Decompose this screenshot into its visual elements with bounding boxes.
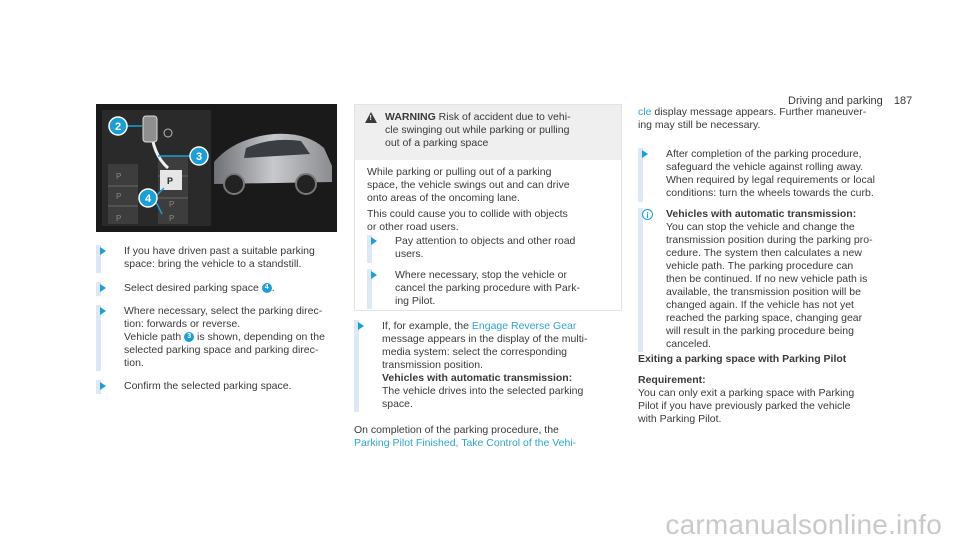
line: transmission position. [382, 359, 483, 371]
line: ing may still be necessary. [638, 119, 761, 131]
warning-step-stop [367, 269, 613, 309]
line: available, the transmission position will be [666, 286, 861, 298]
line: tion: forwards or reverse. [124, 318, 241, 330]
step-arrow-icon [642, 150, 648, 158]
step-arrow-icon [100, 284, 106, 292]
line: If, for example, the [382, 320, 472, 332]
section-title: Driving and parking [788, 95, 883, 107]
line: Pilot if you have previously parked the vehicle [638, 400, 851, 412]
line: Where necessary, select the parking direc- [124, 305, 323, 317]
step-text [382, 320, 630, 411]
line: with Parking Pilot. [638, 413, 722, 425]
line: The vehicle drives into the selected parking [382, 385, 584, 397]
warning-step-attention [367, 235, 613, 263]
completion-paragraph [354, 424, 624, 450]
warning-triangle-icon: ! [365, 112, 377, 123]
line: When required by legal requirements or local [666, 174, 875, 186]
warning-title: WARNING [385, 111, 436, 123]
slot-label: P [116, 214, 122, 223]
line: On completion of the parking procedure, the [354, 424, 559, 436]
line: is shown, depending on the [194, 331, 325, 343]
line: message appears in the display of the multi- [382, 333, 588, 345]
warning-para-1 [367, 166, 611, 205]
line: then be continued. If no new vehicle path is [666, 273, 868, 285]
line: out of a parking space [385, 137, 489, 149]
warning-header [355, 105, 621, 160]
line: onto areas of the oncoming lane. [367, 192, 520, 204]
info-text [666, 208, 932, 351]
line: cancel the parking procedure with Park- [395, 282, 581, 294]
parking-display-figure [96, 104, 337, 232]
line: users. [395, 248, 424, 260]
line: You can stop the vehicle and change the [666, 221, 855, 233]
line: canceled. [666, 338, 711, 350]
line: After completion of the parking procedure, [666, 148, 862, 160]
line: safeguard the vehicle against rolling away. [666, 161, 864, 173]
slot-label-selected: P [167, 176, 174, 186]
line: cle swinging out while parking or pulling [385, 124, 570, 136]
step-arrow-icon [371, 237, 377, 245]
callout-2-label: 2 [114, 121, 122, 133]
line: transmission position during the parking pro- [666, 234, 873, 246]
callout-3-label: 3 [195, 151, 203, 163]
step-text: If you have driven past a suitable parking space: bring the vehicle to a standstill. [124, 245, 315, 270]
requirement-block [638, 374, 918, 426]
step-arrow-icon [358, 322, 364, 330]
step-confirm-space [96, 380, 342, 394]
step-arrow-icon [371, 271, 377, 279]
line: tion. [124, 357, 144, 369]
line: selected parking space and parking direc- [124, 344, 319, 356]
line: Vehicle path [124, 331, 185, 343]
line: media system: select the corresponding [382, 346, 568, 358]
step-text: Select desired parking space 4 . [124, 282, 275, 294]
callout-ref-3: 3 [184, 332, 194, 342]
section-heading-exiting: Exiting a parking space with Parking Pilot [638, 353, 847, 365]
step-engage-reverse [354, 320, 630, 412]
warning-para-2 [367, 208, 611, 234]
line: Pay attention to objects and other road [395, 235, 576, 247]
step-stop-vehicle [96, 245, 342, 273]
step-arrow-icon [100, 307, 106, 315]
line: vehicle path. The parking procedure can [666, 260, 854, 272]
line: changed again. If the vehicle has not yet [666, 299, 854, 311]
line: space, the vehicle swings out and can drive [367, 179, 570, 191]
line: This could cause you to collide with objects [367, 208, 568, 220]
step-arrow-icon [100, 382, 106, 390]
line: or other road users. [367, 221, 459, 233]
step-text-a: Select desired parking space [124, 282, 262, 294]
line: display message appears. Further maneuver- [651, 106, 867, 118]
line: While parking or pulling out of a parking [367, 166, 552, 178]
step-text [395, 269, 613, 308]
requirement-label: Requirement: [638, 374, 706, 386]
step-text [124, 305, 342, 370]
warning-box [354, 104, 622, 311]
callout-4-label: 4 [144, 193, 152, 205]
continuation-paragraph [638, 106, 908, 132]
slot-label: P [116, 172, 122, 181]
info-icon: i [642, 209, 653, 220]
step-text [395, 235, 613, 261]
display-message-finished: Parking Pilot Finished, Take Control of the Vehi- [354, 437, 577, 449]
warning-body [355, 160, 621, 234]
step-select-direction [96, 305, 342, 371]
display-message-engage-reverse: Engage Reverse Gear [471, 320, 577, 332]
line: Where necessary, stop the vehicle or [395, 269, 567, 281]
line: space. [382, 398, 413, 410]
line: cedure. The system then calculates a new [666, 247, 862, 259]
display-message-finished-cont: cle [638, 106, 652, 118]
parking-display-illustration [96, 104, 337, 232]
step-text [666, 148, 922, 200]
step-select-space [96, 282, 342, 296]
slot-label: P [169, 200, 175, 209]
step-text: Confirm the selected parking space. [124, 380, 292, 392]
step-safeguard-vehicle [638, 148, 922, 202]
info-note [638, 208, 932, 352]
watermark: carmanualsonline.info [665, 509, 942, 540]
step-arrow-icon [100, 247, 106, 255]
line: reached the parking space, changing gear [666, 312, 863, 324]
line: will result in the parking procedure being [666, 325, 854, 337]
slot-label: P [169, 214, 175, 223]
line: conditions: turn the wheels towards the curb. [666, 187, 874, 199]
line: ing Pilot. [395, 295, 436, 307]
subheading: Vehicles with automatic transmission: [666, 208, 857, 220]
page-number: 187 [893, 95, 913, 107]
warning-title-rest: Risk of accident due to vehi- [435, 111, 571, 123]
line: You can only exit a parking space with Parking [638, 387, 855, 399]
subheading: Vehicles with automatic transmission: [382, 372, 573, 384]
slot-label: P [116, 192, 122, 201]
callout-ref-4: 4 [262, 283, 272, 293]
